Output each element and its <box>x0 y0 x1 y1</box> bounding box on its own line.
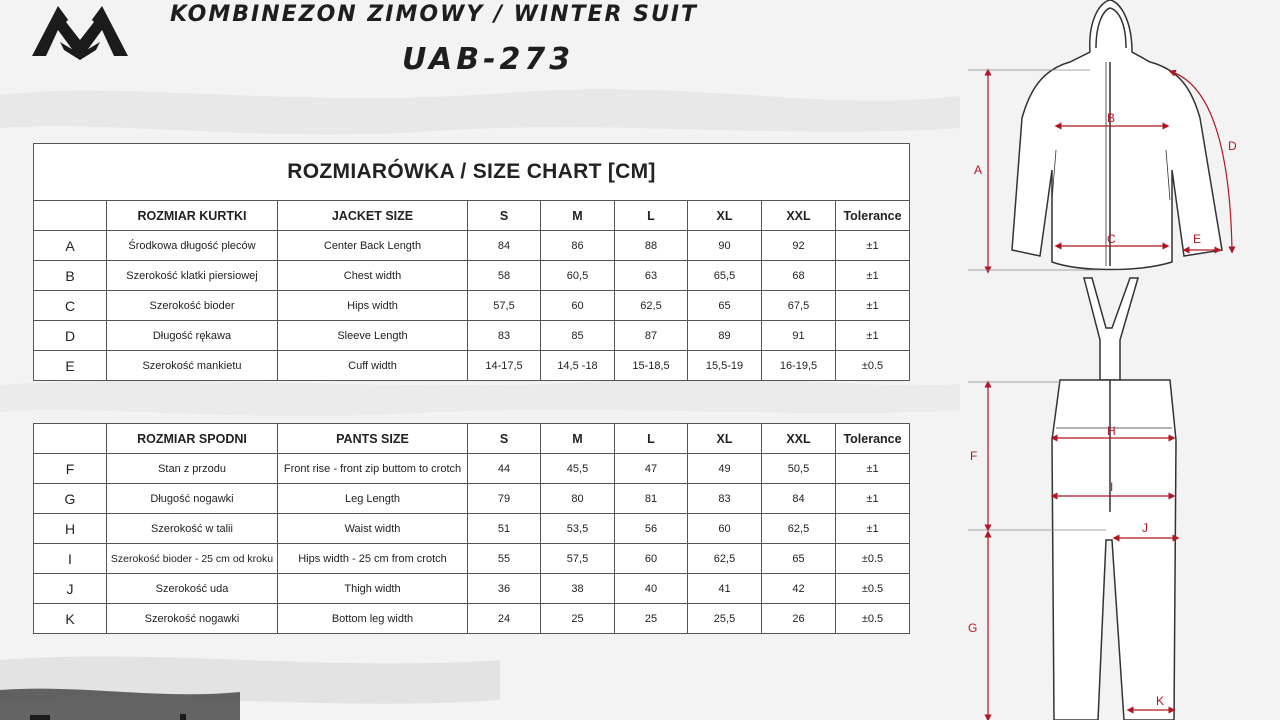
pants-cell-m: 25 <box>541 604 615 634</box>
jacket-cell-letter: A <box>34 231 107 261</box>
jacket-cell-tol: ±0.5 <box>836 351 910 381</box>
jacket-cell-tol: ±1 <box>836 231 910 261</box>
jacket-cell-xl: 15,5-19 <box>688 351 762 381</box>
pants-cell-xl: 60 <box>688 514 762 544</box>
jacket-cell-m: 86 <box>541 231 615 261</box>
pants-col-header-2: PANTS SIZE <box>278 424 468 454</box>
brand-logo <box>30 2 130 60</box>
pants-cell-xl: 41 <box>688 574 762 604</box>
pants-cell-letter: G <box>34 484 107 514</box>
jacket-col-header-7: XXL <box>762 201 836 231</box>
label-b: B <box>1107 111 1116 125</box>
jacket-col-header-8: Tolerance <box>836 201 910 231</box>
pants-col-header-1: ROZMIAR SPODNI <box>107 424 278 454</box>
label-k: K <box>1156 694 1165 708</box>
pants-cell-en: Thigh width <box>278 574 468 604</box>
label-g: G <box>968 621 978 635</box>
jacket-cell-xxl: 68 <box>762 261 836 291</box>
jacket-cell-xxl: 16-19,5 <box>762 351 836 381</box>
size-chart-caption: ROZMIARÓWKA / SIZE CHART [CM] <box>34 144 910 201</box>
jacket-cell-en: Sleeve Length <box>278 321 468 351</box>
pants-cell-letter: I <box>34 544 107 574</box>
jacket-cell-letter: C <box>34 291 107 321</box>
pants-cell-s: 44 <box>468 454 541 484</box>
pants-cell-m: 45,5 <box>541 454 615 484</box>
jacket-cell-s: 14-17,5 <box>468 351 541 381</box>
pants-cell-xxl: 50,5 <box>762 454 836 484</box>
pants-size-table <box>33 423 910 634</box>
jacket-col-header-1: ROZMIAR KURTKI <box>107 201 278 231</box>
pants-col-header-3: S <box>468 424 541 454</box>
jacket-header-row <box>34 201 910 231</box>
pants-cell-l: 56 <box>615 514 688 544</box>
page-title: KOMBINEZON ZIMOWY / WINTER SUIT <box>170 2 699 27</box>
model-number: UAB-273 <box>402 42 575 77</box>
jacket-col-header-2: JACKET SIZE <box>278 201 468 231</box>
jacket-cell-xl: 65,5 <box>688 261 762 291</box>
pants-cell-tol: ±1 <box>836 484 910 514</box>
jacket-cell-l: 88 <box>615 231 688 261</box>
jacket-cell-letter: B <box>34 261 107 291</box>
pants-cell-en: Bottom leg width <box>278 604 468 634</box>
pants-cell-pl: Długość nogawki <box>107 484 278 514</box>
label-f: F <box>970 449 978 463</box>
pants-cell-tol: ±1 <box>836 454 910 484</box>
pants-outline <box>1052 278 1176 720</box>
pants-cell-xxl: 42 <box>762 574 836 604</box>
table-row <box>34 261 910 291</box>
jacket-cell-s: 58 <box>468 261 541 291</box>
label-e: E <box>1193 232 1202 246</box>
jacket-cell-en: Chest width <box>278 261 468 291</box>
jacket-cell-l: 15-18,5 <box>615 351 688 381</box>
pants-cell-l: 60 <box>615 544 688 574</box>
jacket-cell-s: 84 <box>468 231 541 261</box>
jacket-cell-s: 83 <box>468 321 541 351</box>
pants-cell-tol: ±0.5 <box>836 574 910 604</box>
jacket-cell-s: 57,5 <box>468 291 541 321</box>
jacket-cell-l: 87 <box>615 321 688 351</box>
label-a: A <box>974 163 983 177</box>
pants-cell-m: 80 <box>541 484 615 514</box>
jacket-cell-pl: Szerokość klatki piersiowej <box>107 261 278 291</box>
pants-cell-s: 51 <box>468 514 541 544</box>
jacket-cell-pl: Środkowa długość pleców <box>107 231 278 261</box>
jacket-col-header-6: XL <box>688 201 762 231</box>
pants-cell-m: 38 <box>541 574 615 604</box>
jacket-cell-en: Cuff width <box>278 351 468 381</box>
jacket-cell-xxl: 92 <box>762 231 836 261</box>
table-row <box>34 351 910 381</box>
pants-cell-pl: Szerokość uda <box>107 574 278 604</box>
jacket-cell-en: Hips width <box>278 291 468 321</box>
jacket-col-header-3: S <box>468 201 541 231</box>
jacket-col-header-4: M <box>541 201 615 231</box>
pants-cell-tol: ±0.5 <box>836 604 910 634</box>
label-d: D <box>1228 139 1237 153</box>
pants-col-header-4: M <box>541 424 615 454</box>
jacket-cell-xxl: 91 <box>762 321 836 351</box>
jacket-cell-tol: ±1 <box>836 321 910 351</box>
pants-cell-xxl: 84 <box>762 484 836 514</box>
table-row <box>34 231 910 261</box>
garment-measurement-diagram <box>960 0 1280 720</box>
pants-cell-xl: 62,5 <box>688 544 762 574</box>
jacket-cell-xl: 89 <box>688 321 762 351</box>
pants-cell-l: 40 <box>615 574 688 604</box>
pants-col-header-7: XXL <box>762 424 836 454</box>
pants-cell-xl: 83 <box>688 484 762 514</box>
pants-cell-xl: 49 <box>688 454 762 484</box>
pants-cell-pl: Szerokość nogawki <box>107 604 278 634</box>
pants-cell-pl: Szerokość w talii <box>107 514 278 544</box>
jacket-cell-pl: Szerokość mankietu <box>107 351 278 381</box>
pants-cell-l: 25 <box>615 604 688 634</box>
pants-cell-letter: F <box>34 454 107 484</box>
label-i: I <box>1110 480 1114 494</box>
pants-header-row <box>34 424 910 454</box>
jacket-cell-xxl: 67,5 <box>762 291 836 321</box>
pants-cell-s: 55 <box>468 544 541 574</box>
pants-cell-tol: ±1 <box>836 514 910 544</box>
pants-cell-letter: H <box>34 514 107 544</box>
jacket-cell-m: 60,5 <box>541 261 615 291</box>
label-j: J <box>1142 521 1148 535</box>
jacket-cell-pl: Długość rękawa <box>107 321 278 351</box>
pants-cell-pl: Stan z przodu <box>107 454 278 484</box>
jacket-cell-letter: D <box>34 321 107 351</box>
jacket-outline <box>1012 0 1222 270</box>
table-row <box>34 321 910 351</box>
footer-social-icons <box>30 712 210 720</box>
jacket-cell-pl: Szerokość bioder <box>107 291 278 321</box>
pants-cell-m: 57,5 <box>541 544 615 574</box>
pants-cell-letter: K <box>34 604 107 634</box>
jacket-cell-m: 85 <box>541 321 615 351</box>
pants-cell-s: 79 <box>468 484 541 514</box>
table-row <box>34 514 910 544</box>
pants-cell-en: Front rise - front zip buttom to crotch <box>278 454 468 484</box>
pants-cell-l: 81 <box>615 484 688 514</box>
pants-cell-en: Hips width - 25 cm from crotch <box>278 544 468 574</box>
pants-cell-en: Leg Length <box>278 484 468 514</box>
jacket-col-header-0 <box>34 201 107 231</box>
jacket-cell-l: 62,5 <box>615 291 688 321</box>
table-row <box>34 454 910 484</box>
pants-cell-m: 53,5 <box>541 514 615 544</box>
jacket-cell-xl: 65 <box>688 291 762 321</box>
jacket-cell-tol: ±1 <box>836 261 910 291</box>
table-row <box>34 574 910 604</box>
pants-cell-en: Waist width <box>278 514 468 544</box>
jacket-cell-letter: E <box>34 351 107 381</box>
label-h: H <box>1107 424 1116 438</box>
jacket-size-table <box>33 143 910 381</box>
table-row <box>34 484 910 514</box>
pants-col-header-6: XL <box>688 424 762 454</box>
pants-cell-s: 36 <box>468 574 541 604</box>
table-row <box>34 544 910 574</box>
label-c: C <box>1107 232 1116 246</box>
jacket-cell-m: 14,5 -18 <box>541 351 615 381</box>
pants-cell-xxl: 62,5 <box>762 514 836 544</box>
jacket-col-header-5: L <box>615 201 688 231</box>
jacket-cell-en: Center Back Length <box>278 231 468 261</box>
jacket-cell-l: 63 <box>615 261 688 291</box>
table-row <box>34 604 910 634</box>
jacket-cell-xl: 90 <box>688 231 762 261</box>
pants-cell-tol: ±0.5 <box>836 544 910 574</box>
pants-cell-xxl: 65 <box>762 544 836 574</box>
jacket-cell-tol: ±1 <box>836 291 910 321</box>
pants-cell-letter: J <box>34 574 107 604</box>
pants-cell-pl: Szerokość bioder - 25 cm od kroku <box>107 544 278 574</box>
pants-cell-l: 47 <box>615 454 688 484</box>
pants-cell-xl: 25,5 <box>688 604 762 634</box>
pants-col-header-0 <box>34 424 107 454</box>
pants-cell-s: 24 <box>468 604 541 634</box>
table-row <box>34 291 910 321</box>
jacket-cell-m: 60 <box>541 291 615 321</box>
pants-col-header-5: L <box>615 424 688 454</box>
pants-col-header-8: Tolerance <box>836 424 910 454</box>
pants-cell-xxl: 26 <box>762 604 836 634</box>
